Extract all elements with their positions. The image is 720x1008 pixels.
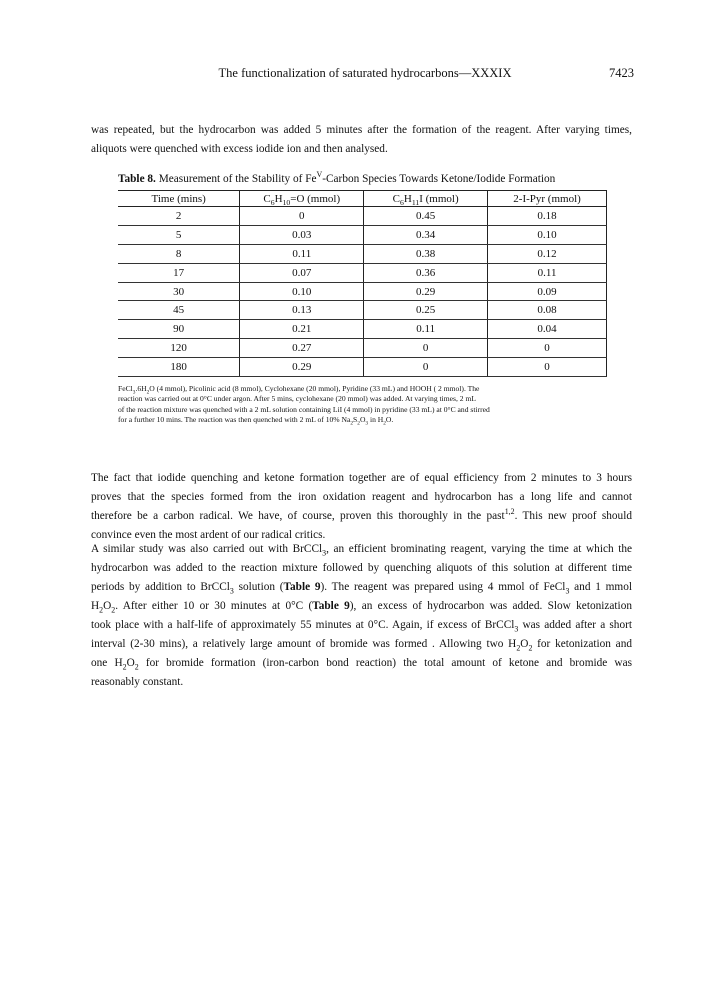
column-header-iodide: $C_6H_{11}I$ (mmol) — [364, 191, 488, 207]
cell-iodopyridine: 0.08 — [488, 301, 607, 320]
cell-iodide: 0.25 — [364, 301, 488, 320]
table-row — [118, 339, 607, 358]
cell-iodide: 0.45 — [364, 207, 488, 226]
cell-ketone: 0.29 — [240, 358, 364, 377]
column-header-iodopyridine: 2-I-Pyr (mmol) — [488, 191, 607, 207]
table-row — [118, 225, 607, 244]
text-fragment: therefore be a carbon radical. We have, of course, proven this thoroughly in the past — [91, 510, 505, 522]
text-line: interval (2-30 mins), a relatively large amount of bromide was formed . Allowing two $H_2O_2$ for ketonization and — [91, 638, 632, 653]
page-number: 7423 — [609, 66, 634, 80]
cell-iodopyridine: 0.09 — [488, 282, 607, 301]
cell-time: 120 — [118, 339, 240, 358]
footnote-line: $FeCl_3.6H_2O$ (4 mmol), Picolinic acid (8 mmol), Cyclohexane (20 mmol), Pyridine (33 mL) and HOOH ( 2 mmol). The — [118, 384, 480, 396]
text-fragment: . This new proof should — [514, 510, 632, 522]
table-label: Table 8. — [118, 173, 156, 185]
running-title: The functionalization of saturated hydrocarbons—XXXIX — [218, 66, 512, 80]
discussion-paragraph — [91, 469, 632, 545]
cell-time: 180 — [118, 358, 240, 377]
text-line: hydrocarbon was added to the reaction mixture followed by quenching aliquots of this solution at different time — [91, 562, 632, 574]
cell-iodopyridine: 0 — [488, 339, 607, 358]
text-line: took place with a half-life of approximately 55 minutes at 0°C. Again, if excess of BrCCl$_3$ was added after a short — [91, 619, 632, 634]
table-header-row — [118, 191, 607, 207]
footnote-line: reaction was carried out at 0°C under argon. After 5 mins, cyclohexane (20 mmol) was added. At varying times, 2 mL — [118, 394, 477, 404]
cell-iodopyridine: 0.11 — [488, 263, 607, 282]
cell-ketone: 0.13 — [240, 301, 364, 320]
cell-iodide: 0.38 — [364, 244, 488, 263]
table-row — [118, 263, 607, 282]
text-line — [91, 507, 632, 526]
text-line: The fact that iodide quenching and ketone formation together are of equal efficiency from 2 minutes to 3 hours — [91, 472, 632, 484]
cell-time: 30 — [118, 282, 240, 301]
cell-time: 17 — [118, 263, 240, 282]
column-header-time: Time (mins) — [118, 191, 240, 207]
cell-iodide: 0.34 — [364, 225, 488, 244]
cell-iodopyridine: 0 — [488, 358, 607, 377]
text-line: A similar study was also carried out with BrCCl$_3$, an efficient brominating reagent, varying the time at which the — [91, 543, 632, 558]
table-caption — [118, 170, 618, 185]
text-line: aliquots were quenched with excess iodide ion and then analysed. — [91, 143, 388, 155]
cell-ketone: 0.07 — [240, 263, 364, 282]
cell-iodide: 0.11 — [364, 320, 488, 339]
text-line: was repeated, but the hydrocarbon was added 5 minutes after the formation of the reagent. After varying times, — [91, 124, 632, 136]
cell-iodopyridine: 0.10 — [488, 225, 607, 244]
cell-time: 2 — [118, 207, 240, 226]
table-row — [118, 320, 607, 339]
table-row — [118, 282, 607, 301]
cell-iodide: 0 — [364, 358, 488, 377]
cell-ketone: 0.03 — [240, 225, 364, 244]
bromination-paragraph — [91, 540, 632, 692]
table-row — [118, 358, 607, 377]
column-header-ketone: $C_6H_{10}=O$ (mmol) — [240, 191, 364, 207]
cell-iodopyridine: 0.18 — [488, 207, 607, 226]
table-row — [118, 301, 607, 320]
cell-iodide: 0 — [364, 339, 488, 358]
data-table — [118, 190, 607, 377]
caption-tail: -Carbon Species Towards Ketone/Iodide Formation — [322, 173, 556, 185]
cell-ketone: 0.21 — [240, 320, 364, 339]
cell-ketone: 0.10 — [240, 282, 364, 301]
caption-superscript: V — [316, 170, 323, 180]
intro-paragraph — [91, 121, 632, 159]
footnote-line: for a further 10 mins. The reaction was then quenched with 2 mL of 10% $Na_2S_2O_3$ in $H_2O$. — [118, 414, 394, 427]
table-row — [118, 244, 607, 263]
cell-iodopyridine: 0.04 — [488, 320, 607, 339]
cell-ketone: 0 — [240, 207, 364, 226]
cell-time: 45 — [118, 301, 240, 320]
text-line: proves that the species formed from the iron oxidation reagent and hydrocarbon has a long life and cannot — [91, 491, 632, 503]
cell-ketone: 0.11 — [240, 244, 364, 263]
text-line: convince even the most ardent of our radical critics. — [91, 529, 326, 541]
text-line: $H_2O_2$. After either 10 or 30 minutes at 0°C (Table 9), an excess of hydrocarbon was added. Slow ketonization — [91, 600, 632, 615]
reference-superscript: 1,2 — [504, 507, 515, 517]
table-footnote — [118, 384, 608, 425]
cell-iodide: 0.36 — [364, 263, 488, 282]
text-line: reasonably constant. — [91, 676, 184, 688]
footnote-line: of the reaction mixture was quenched with a 2 mL solution containing LiI (4 mmol) in pyridine (33 mL) at 0°C and stirred — [118, 404, 490, 414]
table-body — [118, 207, 607, 377]
caption-text: Measurement of the Stability of Fe — [158, 173, 317, 185]
cell-time: 90 — [118, 320, 240, 339]
cell-ketone: 0.27 — [240, 339, 364, 358]
cell-iodopyridine: 0.12 — [488, 244, 607, 263]
text-line: periods by addition to BrCCl$_3$ solution (Table 9). The reagent was prepared using 4 mmol of FeCl$_3$ and 1 mmol — [91, 581, 632, 596]
cell-time: 8 — [118, 244, 240, 263]
text-line: one $H_2O_2$ for bromide formation (iron-carbon bond reaction) the total amount of ketone and bromide was — [91, 657, 632, 672]
table-row — [118, 207, 607, 226]
cell-time: 5 — [118, 225, 240, 244]
cell-iodide: 0.29 — [364, 282, 488, 301]
